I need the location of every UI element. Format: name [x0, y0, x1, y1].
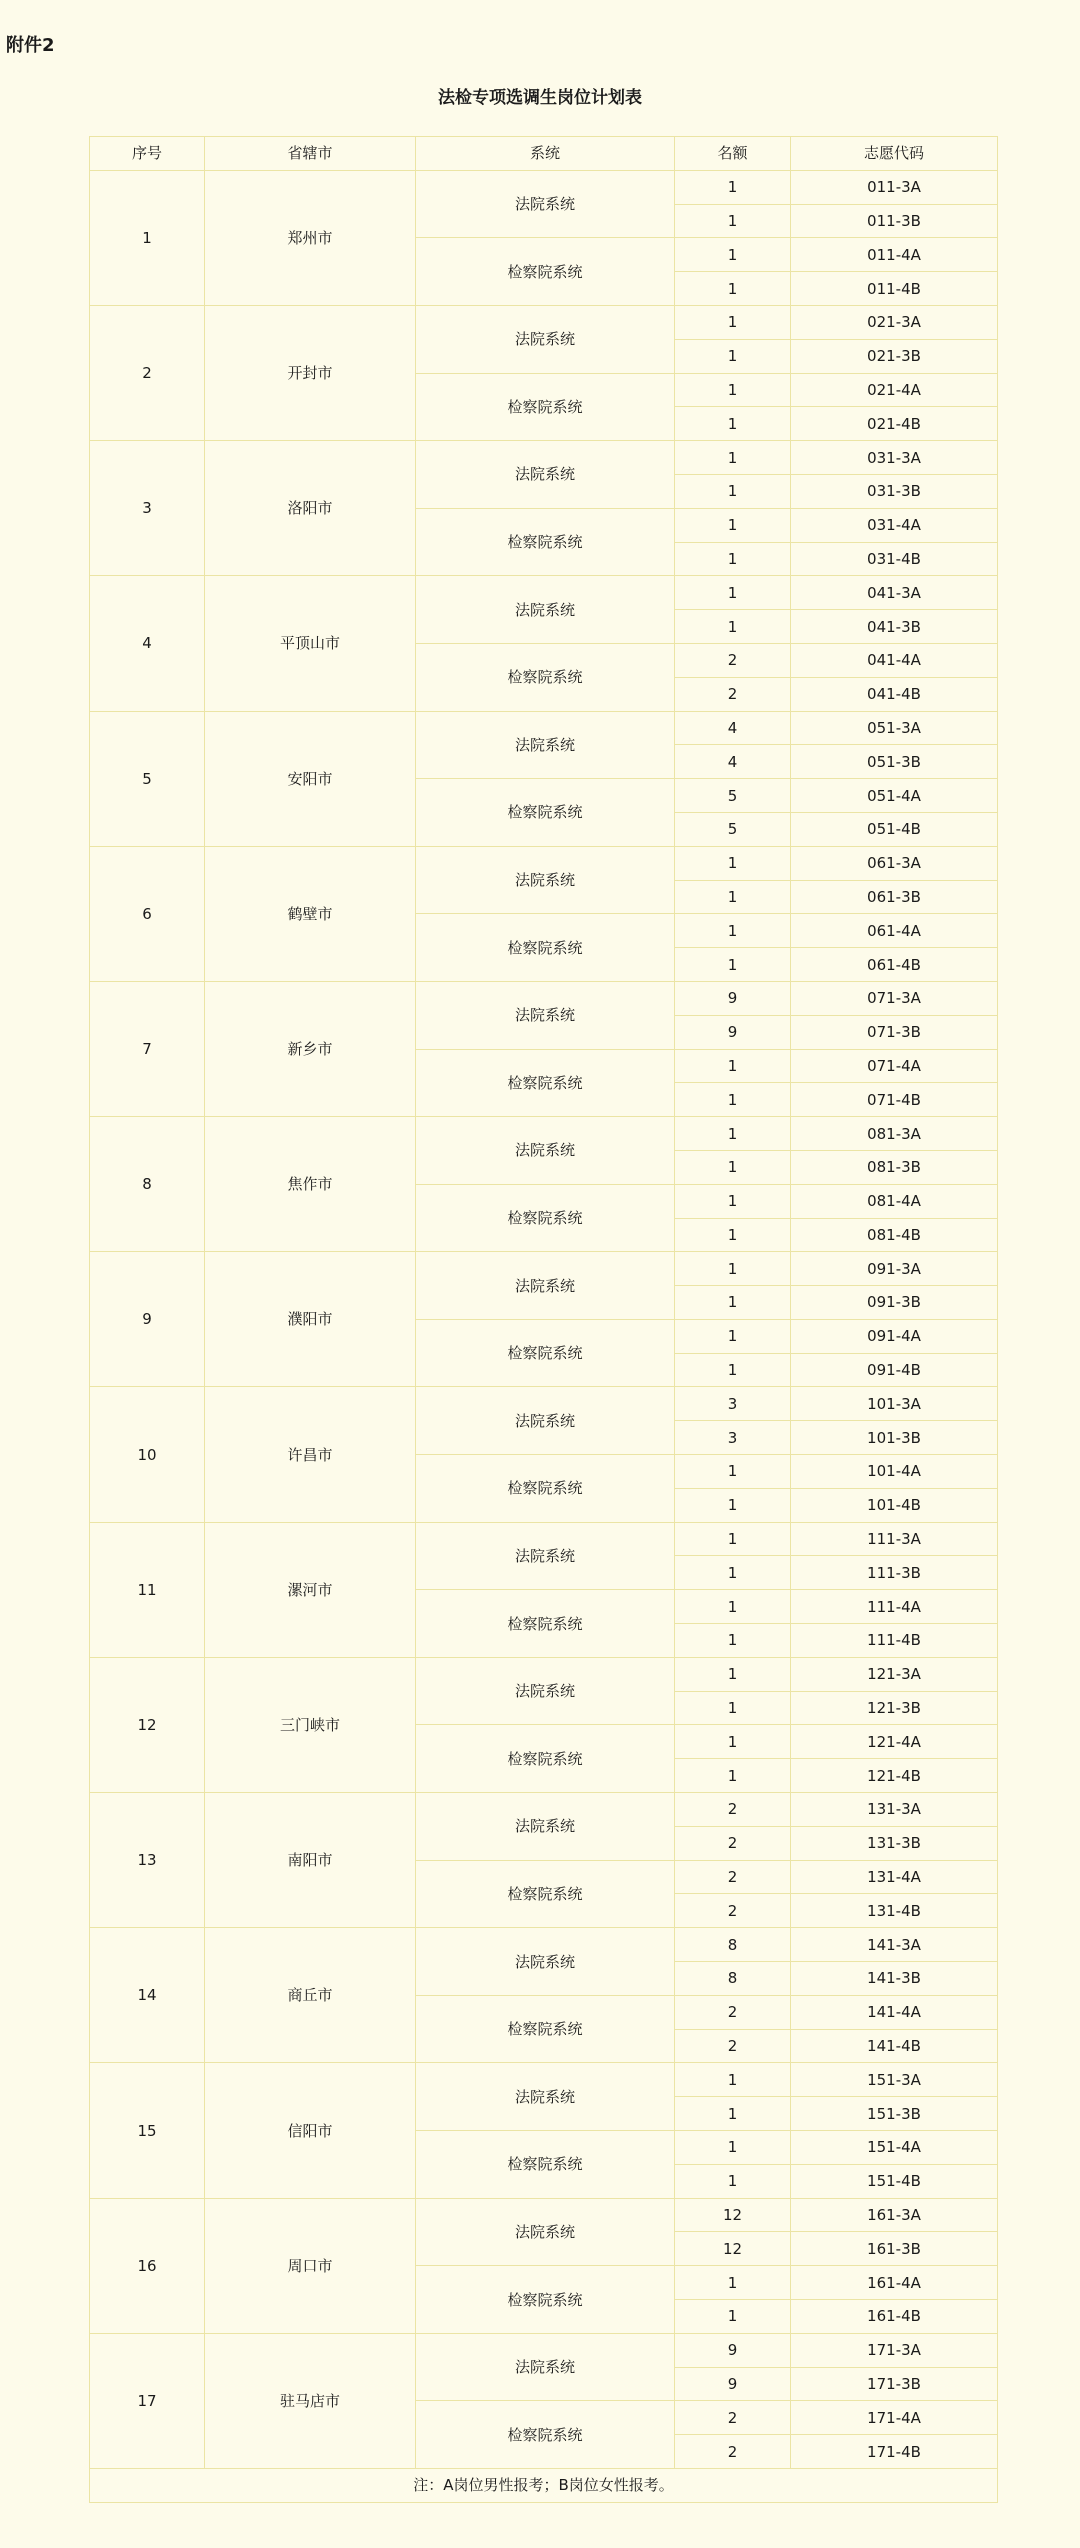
- cell-quota: 1: [675, 1049, 791, 1083]
- cell-code: 121-3B: [791, 1691, 998, 1725]
- cell-quota: 1: [675, 2097, 791, 2131]
- cell-quota: 2: [675, 2029, 791, 2063]
- cell-system: 检察院系统: [416, 914, 675, 982]
- table-header-row: [90, 137, 998, 171]
- cell-system: 检察院系统: [416, 1319, 675, 1387]
- cell-system: 检察院系统: [416, 1455, 675, 1523]
- table-row: [90, 1252, 998, 1286]
- cell-code: 011-4A: [791, 238, 998, 272]
- cell-code: 111-4A: [791, 1590, 998, 1624]
- cell-system: 法院系统: [416, 1657, 675, 1725]
- cell-code: 061-3A: [791, 846, 998, 880]
- header-code: 志愿代码: [791, 137, 998, 171]
- table-row: [90, 2198, 998, 2232]
- table-row: [90, 1793, 998, 1827]
- cell-quota: 2: [675, 2435, 791, 2469]
- cell-system: 法院系统: [416, 2063, 675, 2131]
- cell-quota: 1: [675, 1488, 791, 1522]
- cell-system: 检察院系统: [416, 1590, 675, 1658]
- cell-code: 171-3B: [791, 2367, 998, 2401]
- cell-quota: 1: [675, 1522, 791, 1556]
- cell-no: 3: [90, 441, 205, 576]
- cell-system: 法院系统: [416, 1252, 675, 1320]
- table-row: [90, 576, 998, 610]
- cell-code: 131-3B: [791, 1826, 998, 1860]
- cell-code: 101-3A: [791, 1387, 998, 1421]
- cell-code: 111-3A: [791, 1522, 998, 1556]
- table-body: [90, 170, 998, 2468]
- cell-system: 法院系统: [416, 981, 675, 1049]
- cell-city: 焦作市: [205, 1117, 416, 1252]
- cell-code: 151-4A: [791, 2131, 998, 2165]
- cell-code: 151-3A: [791, 2063, 998, 2097]
- cell-no: 9: [90, 1252, 205, 1387]
- cell-city: 许昌市: [205, 1387, 416, 1522]
- cell-quota: 1: [675, 474, 791, 508]
- cell-code: 101-4B: [791, 1488, 998, 1522]
- cell-quota: 3: [675, 1387, 791, 1421]
- cell-code: 161-3A: [791, 2198, 998, 2232]
- cell-system: 检察院系统: [416, 373, 675, 441]
- cell-quota: 4: [675, 711, 791, 745]
- cell-city: 安阳市: [205, 711, 416, 846]
- cell-quota: 1: [675, 914, 791, 948]
- cell-quota: 2: [675, 2401, 791, 2435]
- cell-code: 151-4B: [791, 2164, 998, 2198]
- cell-system: 法院系统: [416, 1387, 675, 1455]
- cell-code: 061-3B: [791, 880, 998, 914]
- cell-quota: 1: [675, 880, 791, 914]
- cell-quota: 1: [675, 542, 791, 576]
- cell-quota: 9: [675, 1015, 791, 1049]
- cell-code: 171-3A: [791, 2333, 998, 2367]
- cell-no: 7: [90, 981, 205, 1116]
- cell-city: 三门峡市: [205, 1657, 416, 1792]
- table-row: [90, 2063, 998, 2097]
- cell-quota: 1: [675, 846, 791, 880]
- cell-no: 6: [90, 846, 205, 981]
- cell-system: 法院系统: [416, 846, 675, 914]
- cell-quota: 1: [675, 2266, 791, 2300]
- table-row: [90, 981, 998, 1015]
- cell-code: 161-4A: [791, 2266, 998, 2300]
- cell-city: 洛阳市: [205, 441, 416, 576]
- cell-system: 法院系统: [416, 441, 675, 509]
- cell-no: 1: [90, 170, 205, 305]
- table-row: [90, 1928, 998, 1962]
- cell-quota: 1: [675, 1455, 791, 1489]
- cell-quota: 1: [675, 1657, 791, 1691]
- cell-system: 法院系统: [416, 2198, 675, 2266]
- cell-system: 检察院系统: [416, 779, 675, 847]
- cell-code: 111-4B: [791, 1624, 998, 1658]
- cell-quota: 1: [675, 610, 791, 644]
- cell-code: 021-4A: [791, 373, 998, 407]
- header-no: 序号: [90, 137, 205, 171]
- cell-city: 周口市: [205, 2198, 416, 2333]
- cell-quota: 1: [675, 508, 791, 542]
- cell-quota: 1: [675, 2164, 791, 2198]
- cell-quota: 1: [675, 576, 791, 610]
- cell-city: 濮阳市: [205, 1252, 416, 1387]
- attachment-label: 附件2: [6, 35, 55, 56]
- cell-code: 121-3A: [791, 1657, 998, 1691]
- cell-quota: 3: [675, 1421, 791, 1455]
- cell-quota: 1: [675, 1624, 791, 1658]
- cell-quota: 8: [675, 1962, 791, 1996]
- table-row: [90, 1522, 998, 1556]
- cell-quota: 2: [675, 1793, 791, 1827]
- cell-city: 南阳市: [205, 1793, 416, 1928]
- table-row: [90, 2333, 998, 2367]
- cell-code: 041-3B: [791, 610, 998, 644]
- cell-quota: 1: [675, 1319, 791, 1353]
- cell-system: 检察院系统: [416, 2131, 675, 2199]
- cell-system: 检察院系统: [416, 1860, 675, 1928]
- cell-quota: 1: [675, 238, 791, 272]
- cell-quota: 1: [675, 1286, 791, 1320]
- cell-code: 011-4B: [791, 272, 998, 306]
- cell-no: 8: [90, 1117, 205, 1252]
- cell-city: 信阳市: [205, 2063, 416, 2198]
- cell-quota: 9: [675, 2367, 791, 2401]
- cell-city: 新乡市: [205, 981, 416, 1116]
- table-row: [90, 711, 998, 745]
- cell-quota: 2: [675, 1995, 791, 2029]
- cell-no: 16: [90, 2198, 205, 2333]
- cell-no: 10: [90, 1387, 205, 1522]
- cell-code: 141-3B: [791, 1962, 998, 1996]
- cell-quota: 1: [675, 305, 791, 339]
- cell-system: 法院系统: [416, 711, 675, 779]
- cell-system: 检察院系统: [416, 238, 675, 306]
- cell-code: 121-4B: [791, 1759, 998, 1793]
- cell-quota: 5: [675, 812, 791, 846]
- cell-system: 检察院系统: [416, 643, 675, 711]
- cell-quota: 1: [675, 272, 791, 306]
- cell-code: 171-4B: [791, 2435, 998, 2469]
- cell-city: 郑州市: [205, 170, 416, 305]
- cell-quota: 1: [675, 1083, 791, 1117]
- cell-code: 071-4A: [791, 1049, 998, 1083]
- cell-code: 151-3B: [791, 2097, 998, 2131]
- cell-quota: 1: [675, 1353, 791, 1387]
- cell-no: 11: [90, 1522, 205, 1657]
- cell-quota: 9: [675, 2333, 791, 2367]
- cell-quota: 1: [675, 1117, 791, 1151]
- cell-code: 131-4A: [791, 1860, 998, 1894]
- cell-code: 031-3A: [791, 441, 998, 475]
- table-row: [90, 441, 998, 475]
- cell-code: 091-4A: [791, 1319, 998, 1353]
- cell-quota: 9: [675, 981, 791, 1015]
- page-title: 法检专项选调生岗位计划表: [438, 88, 642, 108]
- cell-code: 081-4A: [791, 1184, 998, 1218]
- cell-city: 开封市: [205, 305, 416, 440]
- cell-quota: 1: [675, 2131, 791, 2165]
- cell-code: 021-4B: [791, 407, 998, 441]
- cell-city: 鹤壁市: [205, 846, 416, 981]
- cell-no: 14: [90, 1928, 205, 2063]
- cell-code: 141-4B: [791, 2029, 998, 2063]
- cell-code: 031-4B: [791, 542, 998, 576]
- cell-system: 法院系统: [416, 1928, 675, 1996]
- cell-code: 121-4A: [791, 1725, 998, 1759]
- cell-system: 检察院系统: [416, 1049, 675, 1117]
- cell-code: 081-3A: [791, 1117, 998, 1151]
- cell-code: 021-3A: [791, 305, 998, 339]
- cell-system: 法院系统: [416, 1793, 675, 1861]
- cell-no: 5: [90, 711, 205, 846]
- cell-code: 031-3B: [791, 474, 998, 508]
- cell-code: 091-3A: [791, 1252, 998, 1286]
- cell-quota: 1: [675, 1184, 791, 1218]
- cell-code: 131-3A: [791, 1793, 998, 1827]
- cell-system: 检察院系统: [416, 1184, 675, 1252]
- cell-quota: 1: [675, 1759, 791, 1793]
- cell-quota: 2: [675, 1894, 791, 1928]
- cell-quota: 1: [675, 1252, 791, 1286]
- table-row: [90, 846, 998, 880]
- cell-no: 13: [90, 1793, 205, 1928]
- cell-city: 商丘市: [205, 1928, 416, 2063]
- cell-system: 法院系统: [416, 2333, 675, 2401]
- cell-code: 111-3B: [791, 1556, 998, 1590]
- cell-code: 031-4A: [791, 508, 998, 542]
- cell-quota: 12: [675, 2232, 791, 2266]
- cell-quota: 1: [675, 407, 791, 441]
- cell-quota: 1: [675, 373, 791, 407]
- cell-no: 15: [90, 2063, 205, 2198]
- cell-code: 011-3B: [791, 204, 998, 238]
- cell-quota: 4: [675, 745, 791, 779]
- cell-system: 法院系统: [416, 1117, 675, 1185]
- cell-quota: 2: [675, 677, 791, 711]
- cell-code: 071-3B: [791, 1015, 998, 1049]
- cell-system: 检察院系统: [416, 2266, 675, 2334]
- cell-code: 051-4A: [791, 779, 998, 813]
- cell-no: 12: [90, 1657, 205, 1792]
- cell-code: 061-4B: [791, 948, 998, 982]
- cell-city: 驻马店市: [205, 2333, 416, 2468]
- cell-quota: 1: [675, 1691, 791, 1725]
- cell-quota: 1: [675, 1150, 791, 1184]
- cell-code: 101-3B: [791, 1421, 998, 1455]
- cell-code: 041-4B: [791, 677, 998, 711]
- table-row: [90, 1117, 998, 1151]
- table-row: [90, 170, 998, 204]
- cell-quota: 1: [675, 1725, 791, 1759]
- cell-system: 检察院系统: [416, 2401, 675, 2469]
- cell-quota: 1: [675, 1218, 791, 1252]
- cell-code: 041-3A: [791, 576, 998, 610]
- cell-code: 141-3A: [791, 1928, 998, 1962]
- cell-quota: 1: [675, 948, 791, 982]
- cell-quota: 2: [675, 1860, 791, 1894]
- cell-system: 法院系统: [416, 1522, 675, 1590]
- cell-quota: 2: [675, 1826, 791, 1860]
- cell-code: 081-4B: [791, 1218, 998, 1252]
- cell-quota: 1: [675, 170, 791, 204]
- cell-system: 检察院系统: [416, 1995, 675, 2063]
- cell-quota: 1: [675, 339, 791, 373]
- cell-code: 071-4B: [791, 1083, 998, 1117]
- header-system: 系统: [416, 137, 675, 171]
- cell-code: 091-3B: [791, 1286, 998, 1320]
- cell-code: 041-4A: [791, 643, 998, 677]
- cell-system: 检察院系统: [416, 1725, 675, 1793]
- cell-code: 051-4B: [791, 812, 998, 846]
- cell-code: 091-4B: [791, 1353, 998, 1387]
- cell-quota: 5: [675, 779, 791, 813]
- cell-quota: 12: [675, 2198, 791, 2232]
- cell-no: 4: [90, 576, 205, 711]
- cell-code: 081-3B: [791, 1150, 998, 1184]
- cell-quota: 1: [675, 441, 791, 475]
- cell-code: 051-3A: [791, 711, 998, 745]
- table-row: [90, 1657, 998, 1691]
- footnote: 注：A岗位男性报考；B岗位女性报考。: [90, 2468, 998, 2502]
- table-row: [90, 1387, 998, 1421]
- cell-system: 法院系统: [416, 576, 675, 644]
- cell-city: 平顶山市: [205, 576, 416, 711]
- cell-code: 071-3A: [791, 981, 998, 1015]
- cell-quota: 1: [675, 1590, 791, 1624]
- cell-system: 法院系统: [416, 170, 675, 238]
- cell-system: 检察院系统: [416, 508, 675, 576]
- table-row: [90, 305, 998, 339]
- cell-code: 131-4B: [791, 1894, 998, 1928]
- cell-quota: 1: [675, 1556, 791, 1590]
- cell-code: 011-3A: [791, 170, 998, 204]
- cell-code: 101-4A: [791, 1455, 998, 1489]
- cell-quota: 8: [675, 1928, 791, 1962]
- cell-quota: 2: [675, 643, 791, 677]
- cell-no: 2: [90, 305, 205, 440]
- note-row: [90, 2468, 998, 2502]
- cell-quota: 1: [675, 2300, 791, 2334]
- header-city: 省辖市: [205, 137, 416, 171]
- cell-code: 021-3B: [791, 339, 998, 373]
- cell-no: 17: [90, 2333, 205, 2468]
- header-quota: 名额: [675, 137, 791, 171]
- cell-quota: 1: [675, 204, 791, 238]
- position-plan-table: [89, 136, 998, 2503]
- cell-quota: 1: [675, 2063, 791, 2097]
- cell-code: 141-4A: [791, 1995, 998, 2029]
- cell-system: 法院系统: [416, 305, 675, 373]
- cell-code: 171-4A: [791, 2401, 998, 2435]
- cell-code: 161-4B: [791, 2300, 998, 2334]
- cell-code: 161-3B: [791, 2232, 998, 2266]
- cell-code: 061-4A: [791, 914, 998, 948]
- cell-city: 漯河市: [205, 1522, 416, 1657]
- cell-code: 051-3B: [791, 745, 998, 779]
